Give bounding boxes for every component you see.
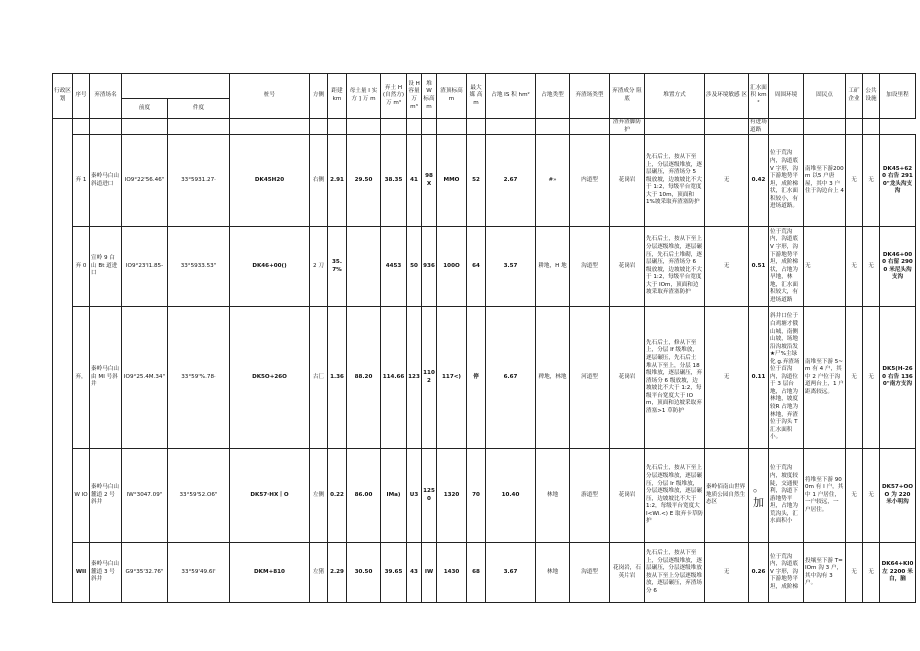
header-site-type: 弃渣场类型 [570, 74, 610, 119]
cell-land-type: 林地 [536, 449, 570, 543]
cell-residents: 投壤至下游 T=IOm 沟 3 户，其中沟有 3 户。 [804, 543, 846, 603]
cell-rock: 花岗岩 [610, 449, 645, 543]
cell-spoil-volume: 86.00 [347, 449, 381, 543]
cell-longitude: IW°3047.09" [122, 449, 168, 543]
cell-rock: 花岗岩 [610, 135, 645, 227]
table-row [53, 227, 916, 307]
table-row [53, 135, 916, 227]
header-rock: 弃渣成分 阻底 [610, 74, 645, 119]
cell-residents: 无 [804, 227, 846, 307]
header-residents: 固民点 [804, 74, 846, 119]
cell-facility: 无 [863, 449, 880, 543]
header-latitude: 件度 [168, 99, 230, 119]
header-coordinates-group [122, 74, 230, 99]
cell-env-zone: 无 [705, 227, 749, 307]
cell-catchment: 0.26 [749, 543, 769, 603]
cell-remark: DK46+000 右留 2900 米尼头沟支沟 [880, 227, 916, 307]
cell-seq: W IO [73, 449, 90, 543]
cell-name: 宣岭 9 白山 Bt 道进口 [90, 227, 122, 307]
cell-catchment: 0.11 [749, 307, 769, 449]
header-slope-elev: 渣顶标高 m [437, 74, 467, 119]
cell-height: IW [422, 543, 437, 603]
cell-slope-elev: 1320 [437, 449, 467, 543]
cell-mileage: DK45H20 [230, 135, 310, 227]
cell-site-type: 内道型 [570, 135, 610, 227]
cell-longitude: IO9°25.4M.34" [122, 307, 168, 449]
cell-surroundings: 斜井口位于白鸡塘才俄山城，南侧山坡，场地沿沟坡沿发 ★尸%主绿化 g.弃渣场位于首沟内，沟道位于 3 层台地，占地为林地，坡度较R 占地为林地，弃渣位于沟头 T 汇水面积小。 [769, 307, 804, 449]
header-region: 行政区划 [53, 74, 73, 119]
spoil-site-table [52, 73, 916, 603]
cell-env-zone: 秦岭佰南山世界地质公园自然生态区 [705, 449, 749, 543]
cell-surroundings: 位于荒沟内，沟道底 V 字形，沟下游地势平坦，成阶梯 [769, 543, 804, 603]
cell-design-volume: 4453 [381, 227, 407, 307]
cell-distance: 1.36 [328, 307, 347, 449]
cell-method: 先石后土，按从下至上，分层逐级堆放，逐层碾压，分层逐级堆放按从下至上分层逐级堆放，逐层碾压，弃渣场分 6 [645, 543, 705, 603]
cell-area: 3.57 [486, 227, 536, 307]
cell-capacity: U3 [407, 449, 422, 543]
cell-enterprise: 无 [846, 449, 863, 543]
cell-distance: 2.91 [328, 135, 347, 227]
cell-catchment: 0.42 [749, 135, 769, 227]
cell-facility: 无 [863, 543, 880, 603]
cell-max-height: 68 [467, 543, 486, 603]
cell-facility: 无 [863, 227, 880, 307]
cell-rock: 花岗岩 [610, 227, 645, 307]
header-longitude: 前度 [122, 99, 168, 119]
header-catchment: 汇水面积 km² [749, 74, 769, 119]
cell-height: 936 [422, 227, 437, 307]
cell-longitude: IO9°22'56.46" [122, 135, 168, 227]
cell-capacity: 41 [407, 135, 422, 227]
header-name: 弃渣场名 [90, 74, 122, 119]
cell-spoil-volume: 29.50 [347, 135, 381, 227]
cell-longitude: IO9°23'I1.85- [122, 227, 168, 307]
cell-longitude: G9°35'32.76" [122, 543, 168, 603]
header-env-zone: 涉及环境敏感 区 [705, 74, 749, 119]
cell-design-volume: 39.65 [381, 543, 407, 603]
cell-capacity: 43 [407, 543, 422, 603]
cell-remark: DK57+OOO 为 220 米小明沟 [880, 449, 916, 543]
cell-design-volume: IMa) [381, 449, 407, 543]
cell-area: 2.67 [486, 135, 536, 227]
spoil-site-table-container [52, 73, 914, 603]
cell-site-type: 河道型 [570, 307, 610, 449]
cell-height: 98X [422, 135, 437, 227]
cell-area: 3.67 [486, 543, 536, 603]
cell-residents: 将堆至下游 900m 有 I 户，其中 1 户居住，一户较远，一户居住。 [804, 449, 846, 543]
cell-remark: DK45+620 右告 2910"龙头沟支沟 [880, 135, 916, 227]
cell-side: 古匚 [310, 307, 328, 449]
cell-design-volume: 38.35 [381, 135, 407, 227]
cell-site-type: 游道型 [570, 449, 610, 543]
header-height: 堆 W 标高 m [422, 74, 437, 119]
header-design-volume: 弃土 H(自然方)万 m³ [381, 74, 407, 119]
cell-height: 1102 [422, 307, 437, 449]
table-row [53, 543, 916, 603]
cell-land-type: 林地 [536, 543, 570, 603]
header-enterprise: 工矿企业 [846, 74, 863, 119]
cell-env-zone: 无 [705, 307, 749, 449]
cell-enterprise: 无 [846, 307, 863, 449]
cell-env-zone: 无 [705, 543, 749, 603]
cell-area: 6.67 [486, 307, 536, 449]
cell-site-type: 沟道型 [570, 543, 610, 603]
cell-surroundings: 位于荒沟内，坡度较陡，交通便利，沟道下游地势平坦，占地为荒沟头，汇水面积小 [769, 449, 804, 543]
cell-latitude: 33°59'49.6I' [168, 543, 230, 603]
cell-rock: 花岗岩 [610, 307, 645, 449]
cell-remark: DK5(H-260 右告 1360"南方支沟 [880, 307, 916, 449]
cell-method: 先石后土，按从下至上分层逐级堆放，逐层碾压，先石后土堆砌，逐层碾压，弃渣场分 6 级放坡，边坡坡比不大于 1:2，每级平台宽度大于 IOm，顶面和边坡采取弃渣塞防护 [645, 227, 705, 307]
cell-seq: 弃 1 [73, 135, 90, 227]
header-spoil-volume: 母土量 I 实方 ] 万 m [347, 74, 381, 119]
region-cell [53, 119, 73, 603]
cell-enterprise: 无 [846, 135, 863, 227]
cell-latitude: 33°5933.53" [168, 227, 230, 307]
cell-latitude: 33°59'52.O6" [168, 449, 230, 543]
cell-design-volume: 114.66 [381, 307, 407, 449]
cell-rock: 花岗岩，石英片岩 [610, 543, 645, 603]
cell-distance: 2.29 [328, 543, 347, 603]
cell-method: 先石后土，按从下至上分层逐级堆放，逐层碾压，分层 Ir 级堆放，分层逐级堆放，逐层碾压，边坡坡比不大于 1:2，每级平台宽度大 I<Wi.<) E 取弃卡草防护 [645, 449, 705, 543]
cell-slope-elev: 100O [437, 227, 467, 307]
cell-slope-elev: 117<) [437, 307, 467, 449]
table-row [53, 307, 916, 449]
header-facility: 公共设施 [863, 74, 880, 119]
header-area: 占地 IS 积 hm² [486, 74, 536, 119]
header-method: 堆置方式 [645, 74, 705, 119]
table-row [53, 449, 916, 543]
cell-enterprise: 无 [846, 543, 863, 603]
cell-land-type: 稗地，林地 [536, 307, 570, 449]
header-max-height: 最大媒 高 m [467, 74, 486, 119]
cell-mileage: DKM+810 [230, 543, 310, 603]
cell-residents: 南堆至下游 5~m 有 4 户，其中 2 户位于沟道两台上，1 户距离较远。 [804, 307, 846, 449]
cell-area: 10.40 [486, 449, 536, 543]
cell-distance: 35.7% [328, 227, 347, 307]
cell-spoil-volume: 88.20 [347, 307, 381, 449]
cell-seq: 弃 0 [73, 227, 90, 307]
cell-name: 秦岭马白山麓道 3 号斜井 [90, 543, 122, 603]
cell-facility: 无 [863, 135, 880, 227]
cell-max-height: 52 [467, 135, 486, 227]
cell-name: 秦岭马白山斜道进口 [90, 135, 122, 227]
cell-latitude: 33°59'%.78· [168, 307, 230, 449]
header-capacity: 设 H 容量 万 m³ [407, 74, 422, 119]
cell-surroundings: 位于荒沟内，沟道底 V 字形，沟下游地势平坦，成阶梯状，占地为旱地，林地，汇水面积较大，有进场道路 [769, 227, 804, 307]
cell-max-height: 70 [467, 449, 486, 543]
cell-method: 先石后土，修从下至上，分层 If 级堆放，逐层碾压，先石后土 堆从下至上，分层 18 级堆放，逐层碾压，弃渣场分 6 级放坡，边坡坡比不大于 1:2，每级平台宽度大于 IOm，顶面和边坡采取弃渣塞>1 草防护 [645, 307, 705, 449]
cell-facility: 无 [863, 307, 880, 449]
header-surroundings: 周围环境 [769, 74, 804, 119]
cell-surroundings: 位于荒沟内，沟道底 V 字形，沟下游地势平坦，成阶梯状，汇水面积较小，有进场道路。 [769, 135, 804, 227]
cell-capacity: 50 [407, 227, 422, 307]
cell-side: 2 刀 [310, 227, 328, 307]
cell-land-type: #» [536, 135, 570, 227]
cell-mileage: DK46+00() [230, 227, 310, 307]
header-remark: 加设里程 [880, 74, 916, 119]
cell-slope-elev: 1430 [437, 543, 467, 603]
cell-env-zone: 无 [705, 135, 749, 227]
cell-name: 秦岭马白山由 MI 号斜井 [90, 307, 122, 449]
table-row-protection [53, 119, 916, 135]
cell-catchment: 0.51 [749, 227, 769, 307]
protection-method: 渣弃渣脚防护 [610, 119, 645, 135]
cell-mileage: DK57·HX丨O [230, 449, 310, 543]
cell-mileage: DK5O+26O [230, 307, 310, 449]
cell-name: 秦岭马白山麓道 2 号斜井 [90, 449, 122, 543]
header-land-type: 占地类型 [536, 74, 570, 119]
cell-height: 1250 [422, 449, 437, 543]
cell-spoil-volume [347, 227, 381, 307]
cell-spoil-volume: 30.50 [347, 543, 381, 603]
protection-surroundings: 有进场道路 [749, 119, 769, 135]
cell-side: 左猪 [310, 543, 328, 603]
header-seq: 序号 [73, 74, 90, 119]
cell-enterprise: 无 [846, 227, 863, 307]
cell-side: 左侧 [310, 449, 328, 543]
cell-seq: WII [73, 543, 90, 603]
cell-catchment: 。加 [749, 449, 769, 543]
cell-seq: 弃， [73, 307, 90, 449]
cell-distance: 0.22 [328, 449, 347, 543]
cell-latitude: 33°5931.27· [168, 135, 230, 227]
cell-side: 右侧 [310, 135, 328, 227]
header-row-top [53, 74, 916, 99]
cell-method: 先石后土，按从下至上，分层逐级堆放，逐层碾压，弃渣场分 5 级放坡，边坡坡比不大于 1:2，每级平台宽度大于 10m，顶面和 1%坡采取弃渣塞防护 [645, 135, 705, 227]
header-mileage: 桩号 [230, 74, 310, 119]
cell-land-type: 耕地，H 地 [536, 227, 570, 307]
cell-slope-elev: MMO [437, 135, 467, 227]
cell-max-height: 64 [467, 227, 486, 307]
cell-capacity: 123 [407, 307, 422, 449]
cell-remark: DK64+KI0 左 2200 米白，脑 [880, 543, 916, 603]
cell-site-type: 沟道型 [570, 227, 610, 307]
header-distance: 距建 km [328, 74, 347, 119]
cell-residents: 南堆至下游200m 以5 户唐屋，其中 3 户住于沟边台上 4 [804, 135, 846, 227]
header-side: 方侧 [310, 74, 328, 119]
cell-max-height: 停 [467, 307, 486, 449]
